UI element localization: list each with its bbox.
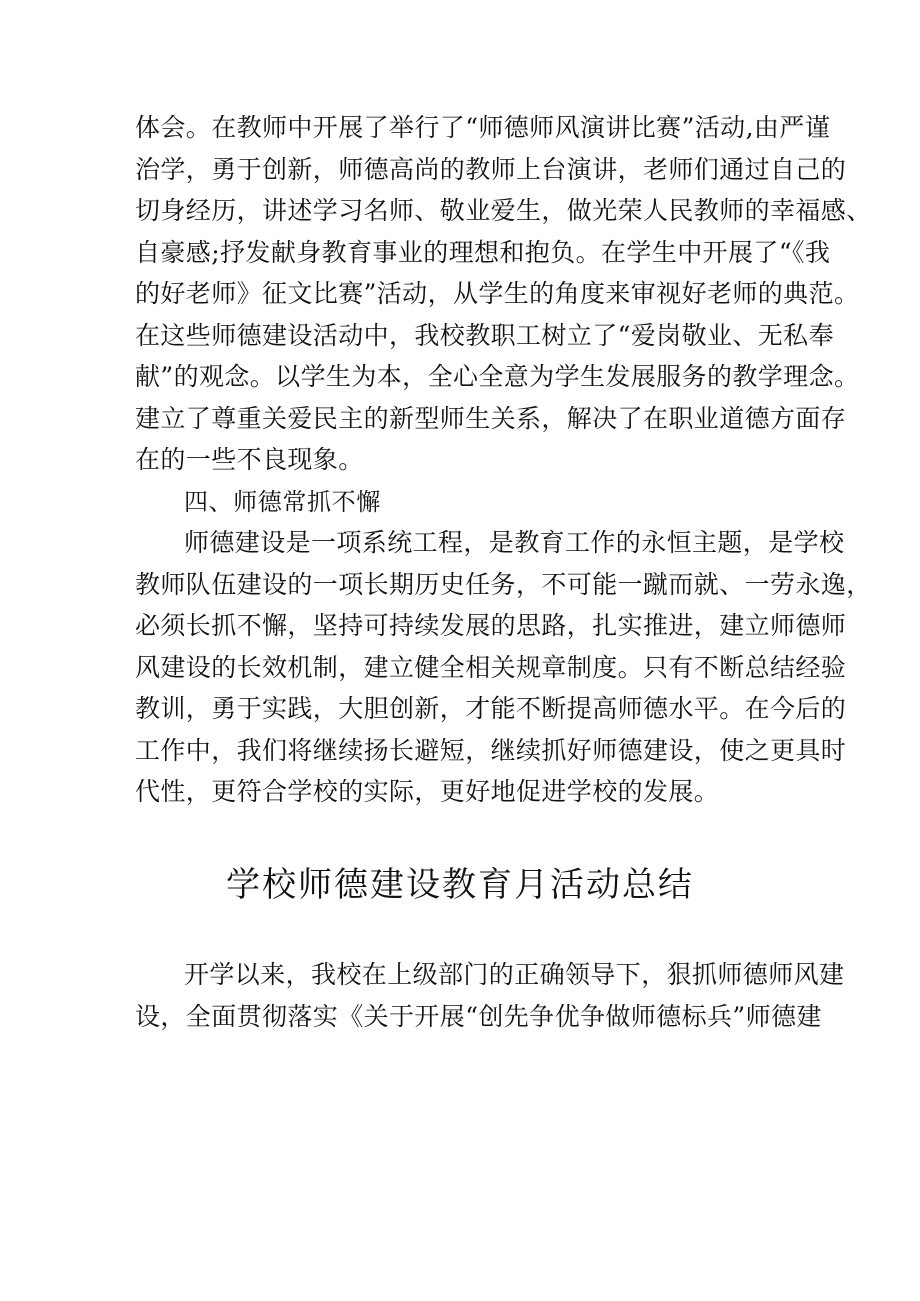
body-text-line: 在的一些不良现象。 bbox=[135, 445, 364, 474]
body-text-line: 献”的观念。以学生为本，全心全意为学生发展服务的教学理念。 bbox=[135, 362, 860, 391]
body-text-line: 切身经历，讲述学习名师、敬业爱生，做光荣人民教师的幸福感、 bbox=[135, 196, 872, 225]
document-title: 学校师德建设教育月活动总结 bbox=[226, 865, 694, 905]
body-text-line: 必须长抓不懈，坚持可持续发展的思路，扎实推进，建立师德师 bbox=[135, 611, 847, 640]
body-text-line: 代性，更符合学校的实际，更好地促进学校的发展。 bbox=[135, 777, 720, 806]
body-text-line: 开学以来，我校在上级部门的正确领导下，狠抓师德师风建 bbox=[184, 960, 845, 989]
body-text-line: 在这些师德建设活动中，我校教职工树立了“爱岗敬业、无私奉 bbox=[135, 321, 834, 350]
body-text-line: 教训，勇于实践，大胆创新，才能不断提高师德水平。在今后的 bbox=[135, 694, 847, 723]
body-text-line: 设，全面贯彻落实《关于开展“创先争优争做师德标兵”师德建 bbox=[135, 1002, 822, 1031]
body-text-line: 师德建设是一项系统工程，是教育工作的永恒主题，是学校 bbox=[184, 528, 845, 557]
section-heading: 四、师德常抓不懈 bbox=[184, 488, 381, 516]
body-text-line: 体会。在教师中开展了举行了“师德师风演讲比赛”活动,由严谨 bbox=[135, 113, 831, 142]
body-text-line: 风建设的长效机制，建立健全相关规章制度。只有不断总结经验 bbox=[135, 653, 847, 682]
body-text-line: 治学，勇于创新，师德高尚的教师上台演讲，老师们通过自己的 bbox=[135, 155, 847, 184]
body-text-line: 工作中，我们将继续扬长避短，继续抓好师德建设，使之更具时 bbox=[135, 736, 847, 765]
body-text-line: 建立了尊重关爱民主的新型师生关系，解决了在职业道德方面存 bbox=[135, 404, 847, 433]
body-text-line: 教师队伍建设的一项长期历史任务，不可能一蹴而就、一劳永逸， bbox=[135, 570, 872, 599]
body-text-line: 自豪感;抒发献身教育事业的理想和抱负。在学生中开展了“《我 bbox=[135, 238, 831, 267]
body-text-line: 的好老师》征文比赛”活动，从学生的角度来审视好老师的典范。 bbox=[135, 279, 860, 308]
